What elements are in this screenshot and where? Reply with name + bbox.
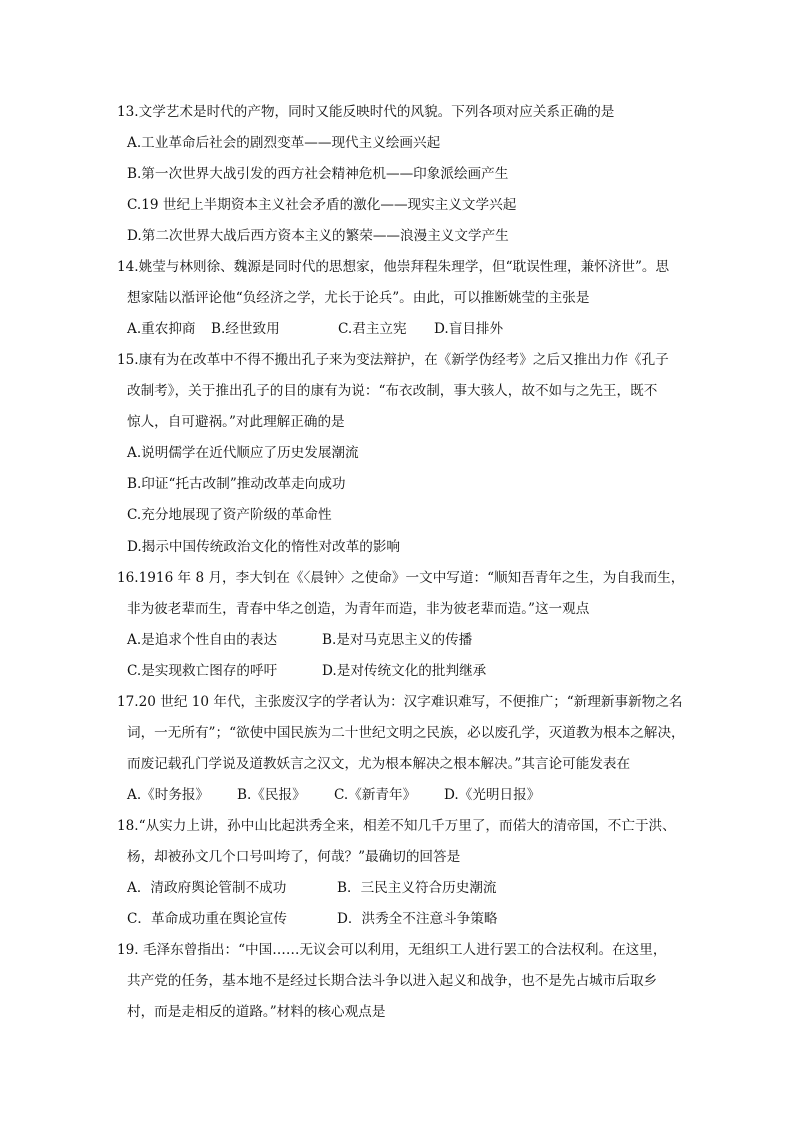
question-17-option-a: A.《时务报》 [127, 787, 210, 803]
question-17-stem-line-2: 词，一无所有”；“欲使中国民族为二十世纪文明之民族，必以废孔学，灭道教为根本之解决， [127, 725, 685, 741]
question-15-option-a: A.说明儒学在近代顺应了历史发展潮流 [127, 445, 359, 461]
question-16-stem-line-1: 16.1916 年 8 月，李大钊在《〈晨钟〉之使命》一文中写道：“顺知吾青年之生，为自我而生， [117, 570, 685, 586]
question-18-stem-line-2: 杨，却被孙文几个口号叫垮了，何哉？”最确切的回答是 [127, 849, 461, 865]
question-17-option-c: C.《新青年》 [334, 787, 417, 803]
question-15-stem-line-3: 惊人，自可避祸。”对此理解正确的是 [127, 414, 345, 430]
question-18-option-d: D．洪秀全不注意斗争策略 [337, 911, 498, 927]
question-16-option-c: C.是实现救亡图存的呼吁 [127, 663, 278, 679]
question-15-option-b: B.印证“托古改制”推动改革走向成功 [127, 476, 346, 492]
question-14-stem-line-2: 想家陆以湉评论他“负经济之学，尤长于论兵”。由此，可以推断姚莹的主张是 [127, 290, 590, 306]
question-15-stem-line-1: 15.康有为在改革中不得不搬出孔子来为变法辩护，在《新学伪经考》之后又推出力作《孔子 [117, 352, 669, 368]
question-14-option-a: A.重农抑商 [127, 321, 196, 337]
question-13-option-a: A.工业革命后社会的剧烈变革——现代主义绘画兴起 [127, 135, 441, 151]
question-16-option-a: A.是追求个性自由的表达 [127, 632, 278, 648]
question-17-stem-line-1: 17.20 世纪 10 年代，主张废汉字的学者认为：汉字难识难写，不便推广；“新理新事新物之名 [117, 694, 683, 710]
question-15-stem-line-2: 改制考》，关于推出孔子的目的康有为说：“布衣改制，事大骇人，故不如与之先王，既不 [127, 383, 658, 399]
question-14-option-c: C.君主立宪 [338, 321, 407, 337]
question-19-stem-line-2: 共产党的任务，基本地不是经过长期合法斗争以进入起义和战争，也不是先占城市后取乡 [127, 973, 658, 989]
question-13-option-b: B.第一次世界大战引发的西方社会精神危机——印象派绘画产生 [127, 166, 509, 182]
question-14-option-b: B.经世致用 [211, 321, 280, 337]
question-13-option-d: D.第二次世界大战后西方资本主义的繁荣——浪漫主义文学产生 [127, 228, 509, 244]
question-18-option-b: B．三民主义符合历史潮流 [337, 880, 497, 896]
question-17-stem-line-3: 而废记载孔门学说及道教妖言之汉文，尤为根本解决之根本解决。”其言论可能发表在 [127, 756, 631, 772]
question-13-stem: 13.文学艺术是时代的产物，同时又能反映时代的风貌。下列各项对应关系正确的是 [117, 104, 615, 120]
question-18-stem-line-1: 18.“从实力上讲，孙中山比起洪秀全来，相差不知几千万里了，而偌大的清帝国，不亡于洪、 [117, 818, 676, 834]
question-14-option-d: D.盲目排外 [434, 321, 504, 337]
question-19-stem-line-3: 村，而是走相反的道路。”材料的核心观点是 [127, 1004, 386, 1020]
question-16-option-d: D.是对传统文化的批判继承 [322, 663, 487, 679]
question-18-option-c: C．革命成功重在舆论宣传 [127, 911, 287, 927]
question-15-option-c: C.充分地展现了资产阶级的革命性 [127, 507, 332, 523]
question-14-stem-line-1: 14.姚莹与林则徐、魏源是同时代的思想家，他崇拜程朱理学，但“耽误性理，兼怀济世”。思 [117, 259, 670, 275]
question-13-option-c: C.19 世纪上半期资本主义社会矛盾的激化——现实主义文学兴起 [127, 197, 517, 213]
question-16-stem-line-2: 非为彼老辈而生，青春中华之创造，为青年而造，非为彼老辈而造。”这一观点 [127, 601, 590, 617]
question-19-stem-line-1: 19. 毛泽东曾指出：“中国……无议会可以利用，无组织工人进行罢工的合法权利。在这里， [117, 942, 667, 958]
question-16-option-b: B.是对马克思主义的传播 [322, 632, 473, 648]
question-17-option-d: D.《光明日报》 [444, 787, 541, 803]
question-17-option-b: B.《民报》 [237, 787, 306, 803]
question-18-option-a: A．清政府舆论管制不成功 [127, 880, 287, 896]
question-15-option-d: D.揭示中国传统政治文化的惰性对改革的影响 [127, 539, 401, 555]
